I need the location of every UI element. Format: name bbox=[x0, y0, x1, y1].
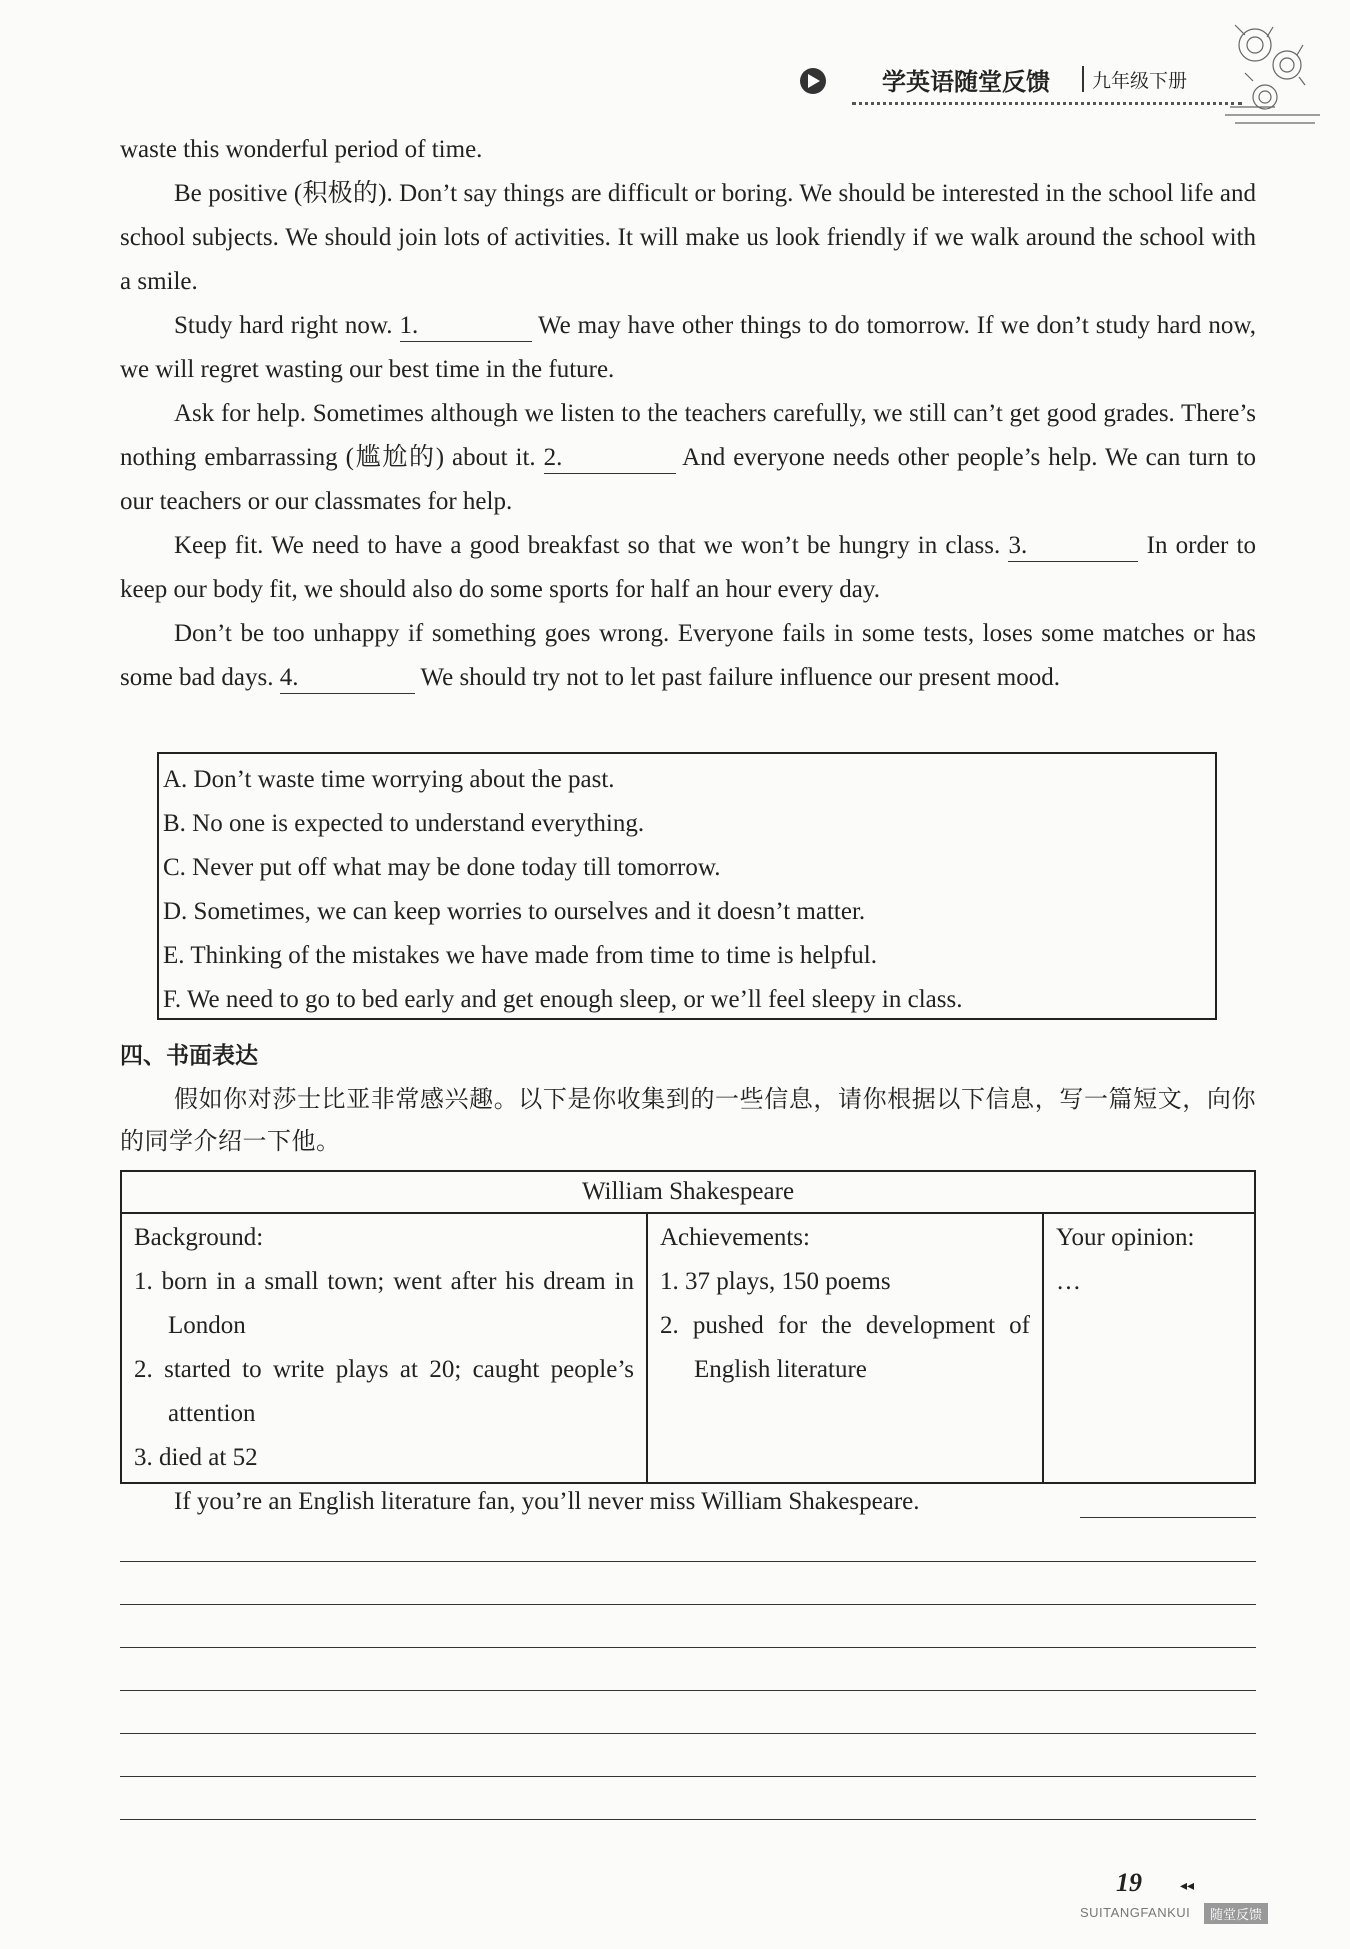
writing-line[interactable] bbox=[120, 1690, 1256, 1691]
passage-paragraph-positive: Be positive (积极的). Don’t say things are difficult or boring. We should be interested in the school life and school subjects. We should join lots of activities. It will make us look friendly if we walk around the school with a smile. bbox=[120, 180, 1256, 295]
option-b: B. No one is expected to understand everything. bbox=[163, 810, 645, 837]
opinion-body: … bbox=[1056, 1268, 1081, 1295]
writing-line[interactable] bbox=[120, 1733, 1256, 1734]
options-box bbox=[157, 752, 1217, 1020]
writing-prompt bbox=[120, 1078, 1256, 1162]
section-title: 四、书面表达 bbox=[120, 1043, 258, 1069]
book-subtitle: 九年级下册 bbox=[1092, 70, 1188, 92]
option-d: D. Sometimes, we can keep worries to ourselves and it doesn’t matter. bbox=[163, 898, 866, 925]
writing-line[interactable] bbox=[120, 1604, 1256, 1605]
double-arrow-left-icon: ◂◂ bbox=[1180, 1879, 1195, 1894]
footer-brand: SUITANGFANKUI bbox=[1080, 1905, 1191, 1920]
writing-line[interactable] bbox=[120, 1647, 1256, 1648]
answer-blank-4[interactable]: 4. bbox=[280, 663, 415, 694]
passage-text: Don’t be too unhappy if something goes wrong. Everyone fails in some tests, loses some matches or has some bad days. bbox=[120, 620, 1256, 691]
passage-paragraph-fit bbox=[120, 524, 1256, 612]
achievements-cell bbox=[647, 1213, 1043, 1483]
passage-text: In order to keep our body fit, we should also do some sports for half an hour every day. bbox=[120, 532, 1256, 603]
background-cell bbox=[121, 1213, 647, 1483]
passage-line: waste this wonderful period of time. bbox=[120, 136, 483, 163]
option-f: F. We need to go to bed early and get enough sleep, or we’ll feel sleepy in class. bbox=[163, 986, 963, 1013]
background-item: 1. born in a small town; went after his dream in London bbox=[134, 1268, 634, 1339]
option-e: E. Thinking of the mistakes we have made from time to time is helpful. bbox=[163, 942, 877, 969]
play-icon bbox=[800, 68, 826, 94]
achievements-item: 1. 37 plays, 150 poems bbox=[660, 1268, 891, 1295]
prompt-text: 假如你对莎士比亚非常感兴趣。以下是你收集到的一些信息，请你根据以下信息，写一篇短文，向你的同学介绍一下他。 bbox=[120, 1085, 1256, 1155]
opinion-cell bbox=[1043, 1213, 1255, 1483]
passage-text: Ask for help. Sometimes although we listen to the teachers carefully, we still can’t get good grades. There’s nothing embarrassing (尴尬的) about it. bbox=[120, 400, 1256, 471]
passage-paragraph-help bbox=[120, 392, 1256, 524]
passage-text: And everyone needs other people’s help. We can turn to our teachers or our classmates for help. bbox=[120, 444, 1256, 515]
passage-paragraph-study bbox=[120, 304, 1256, 392]
background-item: 3. died at 52 bbox=[134, 1444, 258, 1471]
page-number: 19 bbox=[1116, 1868, 1142, 1897]
table-title: William Shakespeare bbox=[121, 1171, 1255, 1213]
passage-text: We should try not to let past failure influence our present mood. bbox=[414, 664, 1060, 691]
info-table bbox=[120, 1170, 1256, 1484]
passage-text: We may have other things to do tomorrow. If we don’t study hard now, we will regret wasting our best time in the future. bbox=[120, 312, 1256, 383]
passage-text: Keep fit. We need to have a good breakfast so that we won’t be hungry in class. bbox=[174, 532, 1009, 559]
background-title: Background: bbox=[134, 1224, 264, 1251]
reading-passage bbox=[120, 128, 1256, 700]
page-footer bbox=[1080, 1860, 1290, 1930]
achievements-title: Achievements: bbox=[660, 1224, 810, 1251]
passage-paragraph-unhappy bbox=[120, 612, 1256, 700]
passage-text: Study hard right now. bbox=[174, 312, 400, 339]
answer-blank-1[interactable]: 1. bbox=[400, 311, 532, 342]
closing-sentence: If you’re an English literature fan, you’ll never miss William Shakespeare. bbox=[174, 1488, 920, 1515]
option-c: C. Never put off what may be done today till tomorrow. bbox=[163, 854, 721, 881]
writing-line[interactable] bbox=[120, 1561, 1256, 1562]
header-divider bbox=[1082, 66, 1084, 92]
writing-line[interactable] bbox=[1080, 1517, 1256, 1518]
achievements-item: 2. pushed for the development of English literature bbox=[660, 1312, 1030, 1383]
writing-line[interactable] bbox=[120, 1819, 1256, 1820]
writing-line[interactable] bbox=[120, 1776, 1256, 1777]
page-header bbox=[800, 60, 1280, 110]
book-title: 学英语随堂反馈 bbox=[882, 68, 1050, 96]
opinion-title: Your opinion: bbox=[1056, 1224, 1195, 1251]
background-item: 2. started to write plays at 20; caught people’s attention bbox=[134, 1356, 634, 1427]
answer-blank-3[interactable]: 3. bbox=[1008, 531, 1138, 562]
option-a: A. Don’t waste time worrying about the past. bbox=[163, 766, 615, 793]
footer-tag: 随堂反馈 bbox=[1204, 1903, 1268, 1924]
header-dotted-rule bbox=[852, 102, 1242, 105]
flower-decoration-icon bbox=[1215, 15, 1325, 135]
answer-blank-2[interactable]: 2. bbox=[544, 443, 676, 474]
